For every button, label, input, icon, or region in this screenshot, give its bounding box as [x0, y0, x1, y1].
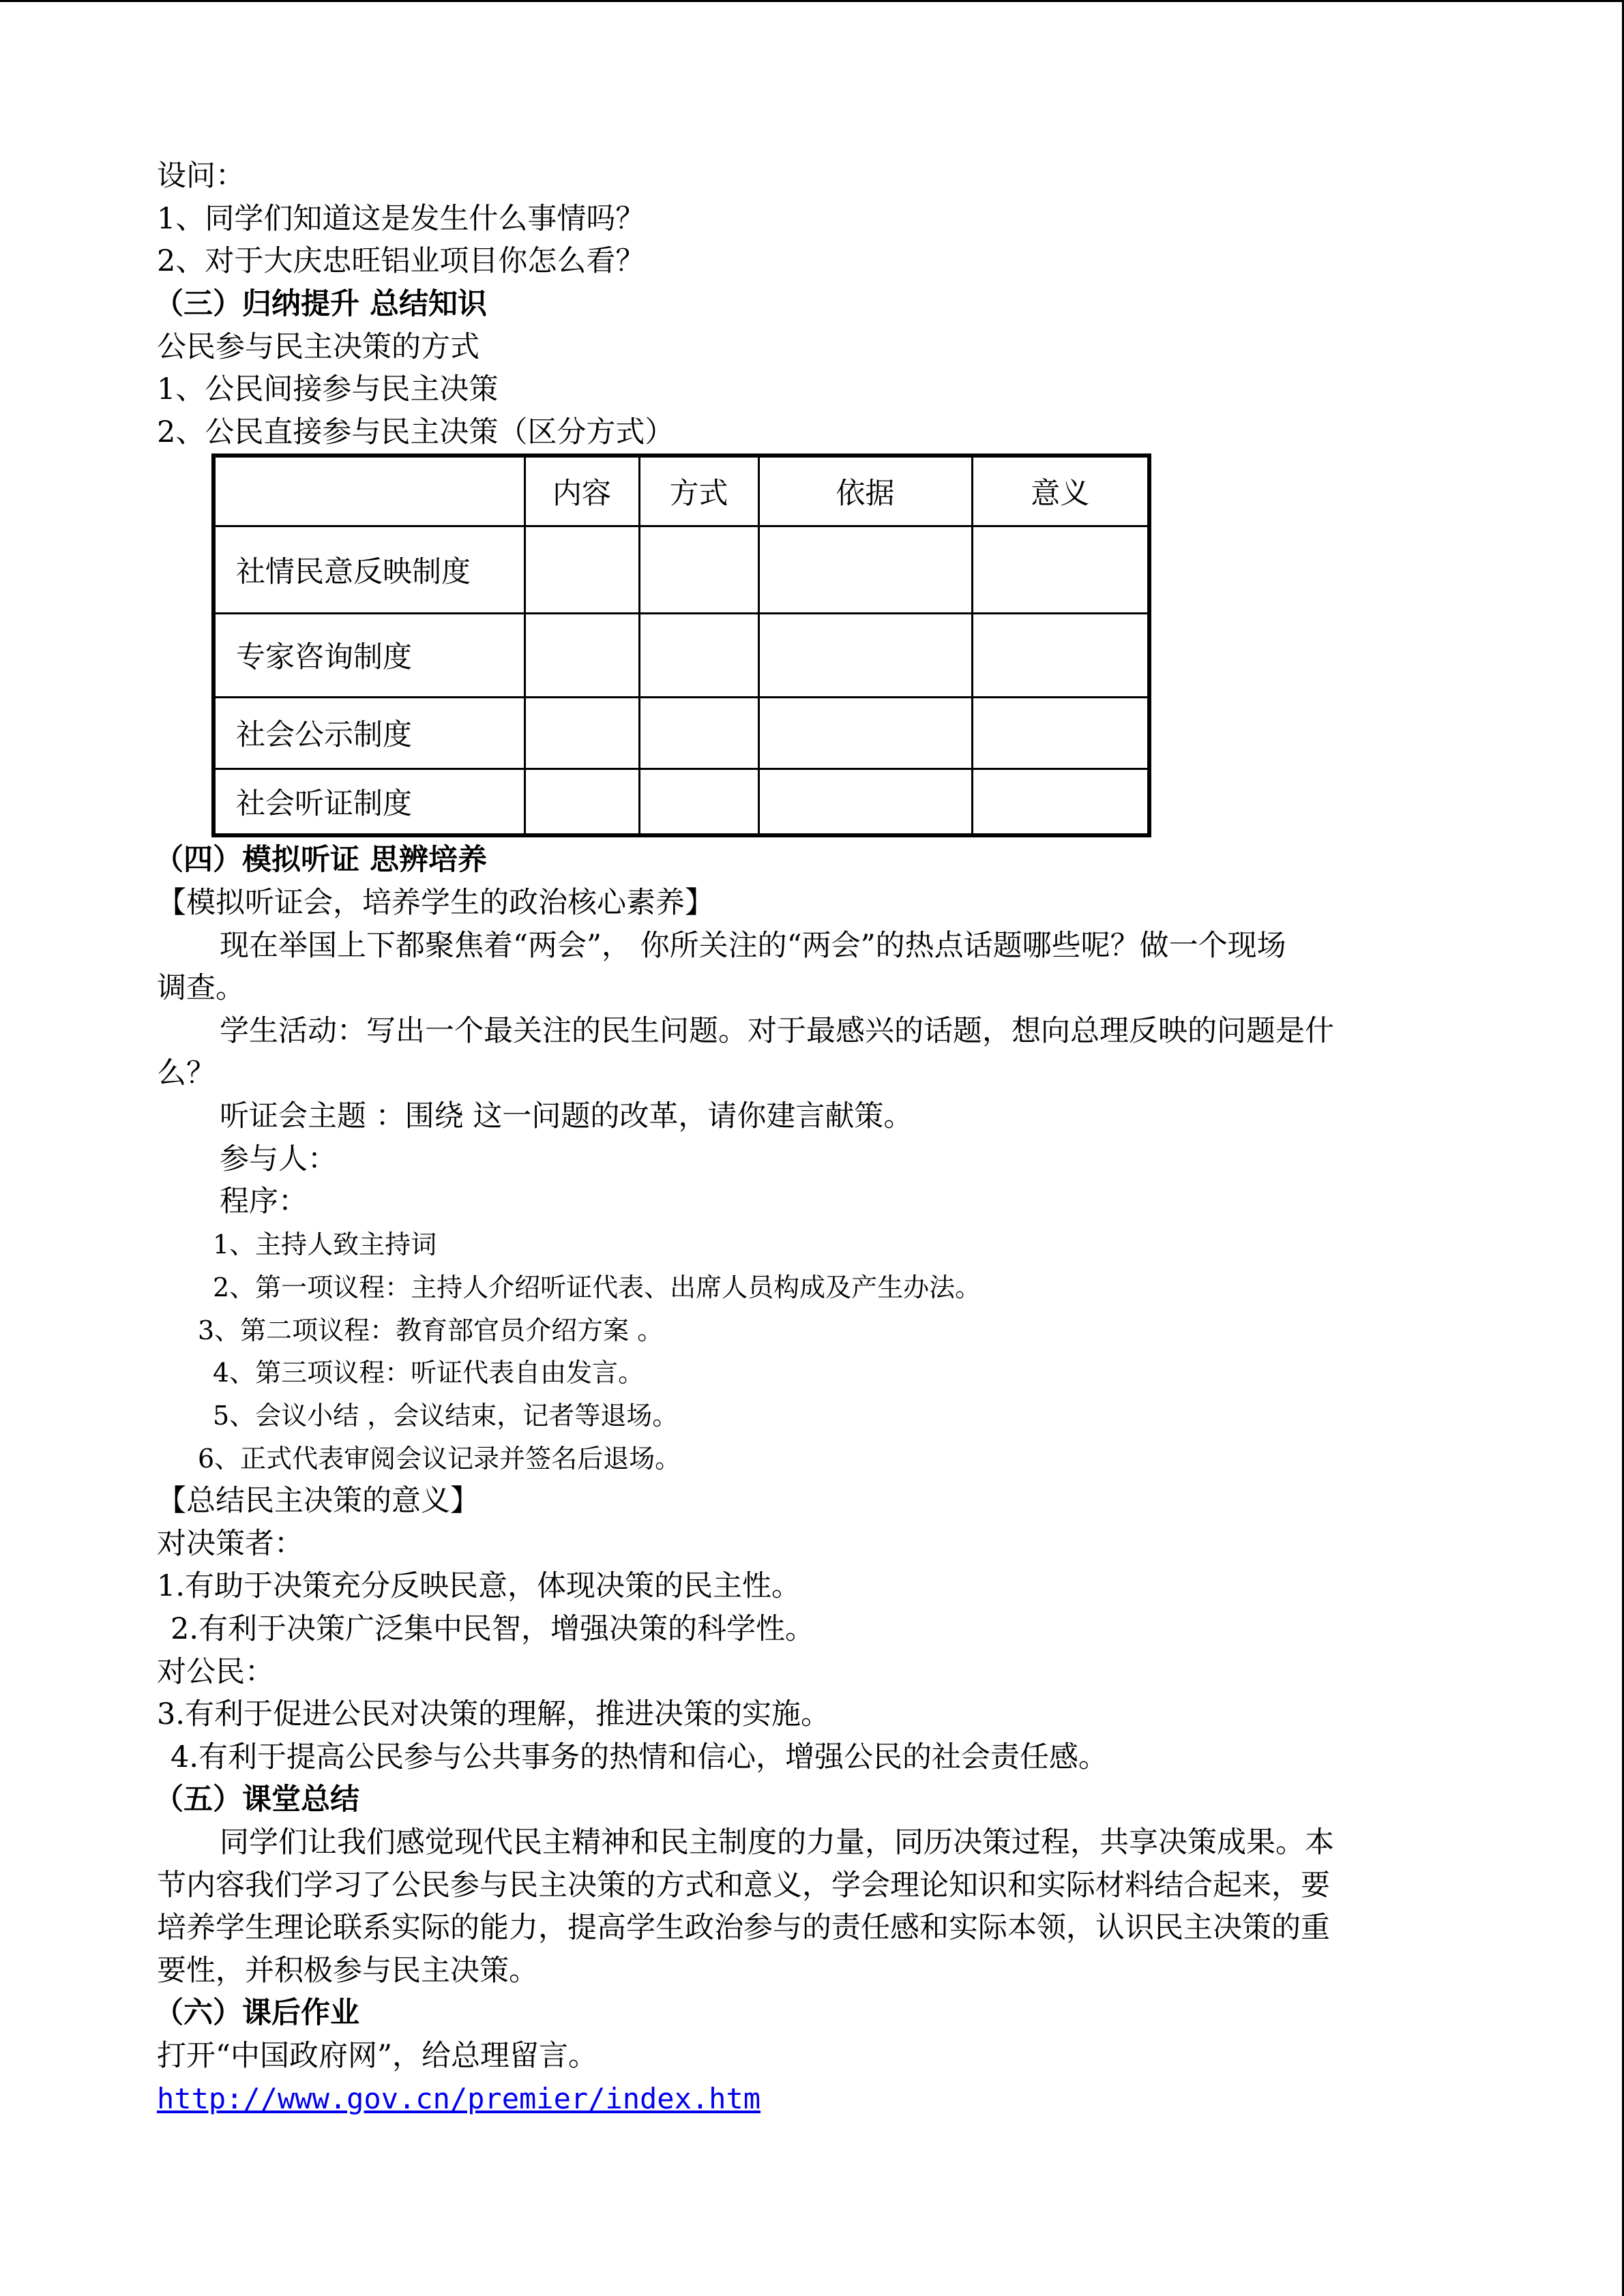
- procedure-step: 5、会议小结 ，会议结束，记者等退场。: [213, 1401, 679, 1431]
- section3-line1: 公民参与民主决策的方式: [157, 330, 479, 364]
- table-row-label: 社情民意反映制度: [213, 526, 525, 613]
- section5-paragraph-line: 培养学生理论联系实际的能力，提高学生政治参与的责任感和实际本领，认识民主决策的重: [157, 1911, 1330, 1945]
- summary-bracket-heading: 【总结民主决策的意义】: [157, 1484, 479, 1518]
- table-header-cell: 方式: [639, 456, 758, 526]
- questions-heading: 设问：: [157, 159, 245, 193]
- table-row: [213, 526, 1149, 613]
- procedure-step: 2、第一项议程：主持人介绍听证代表、出席人员构成及产生办法。: [213, 1272, 981, 1302]
- table-row-label: 社会公示制度: [213, 697, 525, 769]
- table-header-cell: 意义: [972, 456, 1149, 526]
- table-cell: [758, 769, 972, 835]
- section6-title: （六）课后作业: [154, 1996, 359, 2030]
- question-1: 1、同学们知道这是发生什么事情吗？: [157, 202, 645, 236]
- table-cell: [972, 526, 1149, 613]
- hearing-theme: 听证会主题 ：围绕 这一问题的改革，请你建言献策。: [220, 1099, 913, 1133]
- decision-methods-table: [211, 453, 1151, 837]
- section6-line: 打开“中国政府网”，给总理留言。: [157, 2039, 597, 2073]
- table-header-row: [213, 456, 1149, 526]
- table-cell: [639, 697, 758, 769]
- table-cell: [525, 769, 639, 835]
- section4-paragraph2-line1: 学生活动：写出一个最关注的民生问题。对于最感兴的话题，想向总理反映的问题是什: [220, 1014, 1334, 1048]
- section3-title: （三）归纳提升 总结知识: [154, 287, 487, 321]
- section3-line2: 1、公民间接参与民主决策: [157, 372, 499, 406]
- table-cell: [639, 769, 758, 835]
- summary-decision-makers: 对决策者：: [157, 1527, 304, 1561]
- table-cell: [758, 613, 972, 697]
- procedure-step: 3、第二项议程：教育部官员介绍方案 。: [198, 1315, 664, 1345]
- table-cell: [639, 526, 758, 613]
- section4-bracket-heading: 【模拟听证会，培养学生的政治核心素养】: [157, 886, 714, 920]
- summary-item: 2.有利于决策广泛集中民智，增强决策的科学性。: [171, 1612, 815, 1646]
- table-cell: [525, 526, 639, 613]
- section5-paragraph-line: 节内容我们学习了公民参与民主决策的方式和意义，学会理论知识和实际材料结合起来，要: [157, 1868, 1330, 1903]
- table-row: [213, 769, 1149, 835]
- table-cell: [639, 613, 758, 697]
- section5-paragraph-line: 同学们让我们感觉现代民主精神和民主制度的力量，同历决策过程，共享决策成果。本: [220, 1825, 1334, 1860]
- table-cell: [972, 697, 1149, 769]
- table-header-cell: 内容: [525, 456, 639, 526]
- gov-premier-link[interactable]: http://www.gov.cn/premier/index.htm: [157, 2082, 761, 2115]
- procedure-step: 4、第三项议程：听证代表自由发言。: [213, 1358, 645, 1388]
- section5-paragraph-line: 要性，并积极参与民主决策。: [157, 1954, 538, 1988]
- table-cell: [525, 613, 639, 697]
- table-row-label: 专家咨询制度: [213, 613, 525, 697]
- summary-item: 1.有助于决策充分反映民意，体现决策的民主性。: [157, 1569, 801, 1603]
- hearing-participants: 参与人：: [220, 1142, 337, 1176]
- table-cell: [972, 769, 1149, 835]
- section4-title: （四）模拟听证 思辨培养: [154, 843, 487, 877]
- page-top-border: [0, 0, 1624, 2]
- summary-item: 4.有利于提高公民参与公共事务的热情和信心，增强公民的社会责任感。: [171, 1740, 1108, 1774]
- section3-line3: 2、公民直接参与民主决策（区分方式）: [157, 415, 675, 449]
- table-row: [213, 613, 1149, 697]
- summary-item: 3.有利于促进公民对决策的理解，推进决策的实施。: [157, 1697, 831, 1731]
- table-header-cell: [213, 456, 525, 526]
- section4-paragraph1-line2: 调查。: [157, 971, 245, 1005]
- procedure-step: 1、主持人致主持词: [213, 1229, 437, 1259]
- procedure-step: 6、正式代表审阅会议记录并签名后退场。: [198, 1444, 681, 1474]
- section4-paragraph2-line2: 么？: [157, 1056, 216, 1090]
- question-2: 2、对于大庆忠旺铝业项目你怎么看？: [157, 244, 645, 278]
- summary-citizens: 对公民：: [157, 1655, 274, 1689]
- table-cell: [525, 697, 639, 769]
- table-cell: [758, 526, 972, 613]
- table-cell: [758, 697, 972, 769]
- hearing-procedure: 程序：: [220, 1184, 308, 1219]
- table-cell: [972, 613, 1149, 697]
- section5-title: （五）课堂总结: [154, 1783, 359, 1817]
- table-header-cell: 依据: [758, 456, 972, 526]
- table-row: [213, 697, 1149, 769]
- table-row-label: 社会听证制度: [213, 769, 525, 835]
- section4-paragraph1-line1: 现在举国上下都聚焦着“两会”， 你所关注的“两会”的热点话题哪些呢？做一个现场: [220, 929, 1286, 963]
